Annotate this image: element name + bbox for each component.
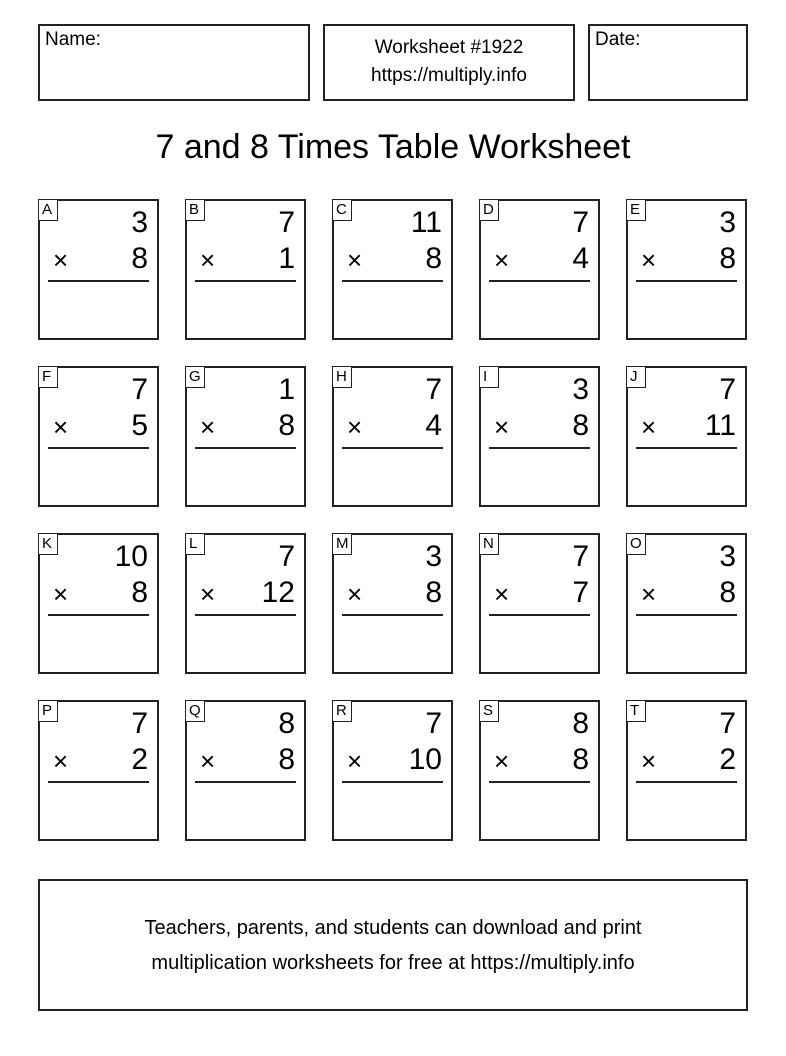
- problem-letter: O: [626, 533, 646, 555]
- problem-bottom-number: 4: [572, 242, 589, 275]
- problem-card[interactable]: [38, 199, 159, 340]
- problem-top-number: 10: [114, 540, 148, 573]
- problem-bottom-number: 8: [719, 576, 736, 609]
- problem-bottom-number: 8: [572, 743, 589, 776]
- times-sign: ×: [53, 746, 69, 776]
- answer-line: [342, 781, 443, 783]
- problem-letter: K: [38, 533, 58, 555]
- times-sign: ×: [200, 579, 216, 609]
- problem-top-number: 7: [131, 373, 148, 406]
- answer-line: [342, 447, 443, 449]
- problem-card[interactable]: [626, 533, 747, 674]
- times-sign: ×: [53, 579, 69, 609]
- problem-letter: L: [185, 533, 205, 555]
- answer-line: [489, 614, 590, 616]
- answer-line: [48, 781, 149, 783]
- worksheet-info-box: [323, 24, 575, 101]
- problem-card[interactable]: [332, 366, 453, 507]
- problem-bottom-number: 7: [572, 576, 589, 609]
- answer-line: [195, 614, 296, 616]
- problem-top-number: 7: [425, 373, 442, 406]
- problem-card[interactable]: [185, 366, 306, 507]
- problem-card[interactable]: [479, 533, 600, 674]
- problem-bottom-number: 8: [425, 576, 442, 609]
- problem-card[interactable]: [479, 366, 600, 507]
- problem-card[interactable]: [479, 700, 600, 841]
- problem-top-number: 3: [572, 373, 589, 406]
- problem-top-number: 3: [425, 540, 442, 573]
- times-sign: ×: [53, 245, 69, 275]
- date-label: Date:: [595, 29, 641, 50]
- answer-line: [489, 447, 590, 449]
- name-label: Name:: [45, 29, 101, 50]
- page-title: 7 and 8 Times Table Worksheet: [155, 128, 631, 166]
- answer-line: [342, 280, 443, 282]
- problem-letter: P: [38, 700, 58, 722]
- problem-letter: H: [332, 366, 352, 388]
- problem-letter: T: [626, 700, 646, 722]
- problem-card[interactable]: [38, 700, 159, 841]
- answer-line: [48, 447, 149, 449]
- times-sign: ×: [494, 579, 510, 609]
- problem-top-number: 7: [131, 707, 148, 740]
- problem-letter: Q: [185, 700, 205, 722]
- problem-bottom-number: 12: [261, 576, 295, 609]
- times-sign: ×: [494, 412, 510, 442]
- problem-bottom-number: 8: [278, 409, 295, 442]
- problem-top-number: 7: [719, 373, 736, 406]
- problem-top-number: 3: [719, 206, 736, 239]
- problem-card[interactable]: [185, 533, 306, 674]
- problem-top-number: 1: [278, 373, 295, 406]
- answer-line: [636, 781, 737, 783]
- answer-line: [636, 447, 737, 449]
- problem-letter: E: [626, 199, 646, 221]
- problem-letter: A: [38, 199, 58, 221]
- problem-top-number: 7: [425, 707, 442, 740]
- answer-line: [195, 280, 296, 282]
- answer-line: [489, 781, 590, 783]
- problem-card[interactable]: [38, 533, 159, 674]
- name-field-box[interactable]: [38, 24, 310, 101]
- problem-bottom-number: 1: [278, 242, 295, 275]
- problem-top-number: 7: [278, 540, 295, 573]
- answer-line: [342, 614, 443, 616]
- times-sign: ×: [347, 412, 363, 442]
- problem-card[interactable]: [626, 199, 747, 340]
- problem-card[interactable]: [479, 199, 600, 340]
- problem-letter: R: [332, 700, 352, 722]
- problem-top-number: 7: [572, 540, 589, 573]
- problem-top-number: 8: [572, 707, 589, 740]
- problem-card[interactable]: [332, 533, 453, 674]
- problem-letter: N: [479, 533, 499, 555]
- answer-line: [636, 614, 737, 616]
- problem-bottom-number: 8: [131, 576, 148, 609]
- footer-line-1: Teachers, parents, and students can download and print: [144, 917, 642, 939]
- times-sign: ×: [641, 579, 657, 609]
- problem-bottom-number: 5: [131, 409, 148, 442]
- problem-card[interactable]: [626, 700, 747, 841]
- problem-letter: C: [332, 199, 352, 221]
- problem-top-number: 8: [278, 707, 295, 740]
- problem-top-number: 7: [278, 206, 295, 239]
- times-sign: ×: [494, 746, 510, 776]
- problem-letter: G: [185, 366, 205, 388]
- answer-line: [48, 614, 149, 616]
- worksheet-number: Worksheet #1922: [374, 37, 524, 58]
- problem-card[interactable]: [185, 199, 306, 340]
- problem-letter: S: [479, 700, 499, 722]
- problem-letter: B: [185, 199, 205, 221]
- problem-card[interactable]: [332, 700, 453, 841]
- times-sign: ×: [200, 245, 216, 275]
- date-field-box[interactable]: [588, 24, 748, 101]
- times-sign: ×: [347, 746, 363, 776]
- times-sign: ×: [641, 746, 657, 776]
- problem-bottom-number: 11: [704, 409, 736, 442]
- problem-bottom-number: 4: [425, 409, 442, 442]
- times-sign: ×: [641, 412, 657, 442]
- times-sign: ×: [347, 245, 363, 275]
- problem-card[interactable]: [626, 366, 747, 507]
- problem-card[interactable]: [38, 366, 159, 507]
- problem-letter: D: [479, 199, 499, 221]
- problem-letter: J: [626, 366, 646, 388]
- times-sign: ×: [200, 412, 216, 442]
- problem-letter: M: [332, 533, 352, 555]
- times-sign: ×: [200, 746, 216, 776]
- answer-line: [195, 447, 296, 449]
- problem-bottom-number: 8: [131, 242, 148, 275]
- worksheet-url: https://multiply.info: [371, 65, 527, 86]
- problem-top-number: 11: [410, 206, 442, 239]
- problem-bottom-number: 2: [131, 743, 148, 776]
- problem-bottom-number: 8: [278, 743, 295, 776]
- problem-bottom-number: 8: [425, 242, 442, 275]
- problem-bottom-number: 8: [719, 242, 736, 275]
- problem-top-number: 7: [572, 206, 589, 239]
- answer-line: [48, 280, 149, 282]
- problem-card[interactable]: [332, 199, 453, 340]
- footer-line-2: multiplication worksheets for free at https://multiply.info: [151, 952, 635, 974]
- problem-top-number: 3: [719, 540, 736, 573]
- answer-line: [489, 280, 590, 282]
- times-sign: ×: [494, 245, 510, 275]
- problem-bottom-number: 2: [719, 743, 736, 776]
- footer-box: [38, 879, 748, 1011]
- times-sign: ×: [347, 579, 363, 609]
- problem-top-number: 3: [131, 206, 148, 239]
- problem-letter: F: [38, 366, 58, 388]
- problem-letter: I: [479, 366, 499, 388]
- answer-line: [195, 781, 296, 783]
- problem-bottom-number: 8: [572, 409, 589, 442]
- times-sign: ×: [641, 245, 657, 275]
- problem-top-number: 7: [719, 707, 736, 740]
- problem-bottom-number: 10: [408, 743, 442, 776]
- answer-line: [636, 280, 737, 282]
- problem-card[interactable]: [185, 700, 306, 841]
- times-sign: ×: [53, 412, 69, 442]
